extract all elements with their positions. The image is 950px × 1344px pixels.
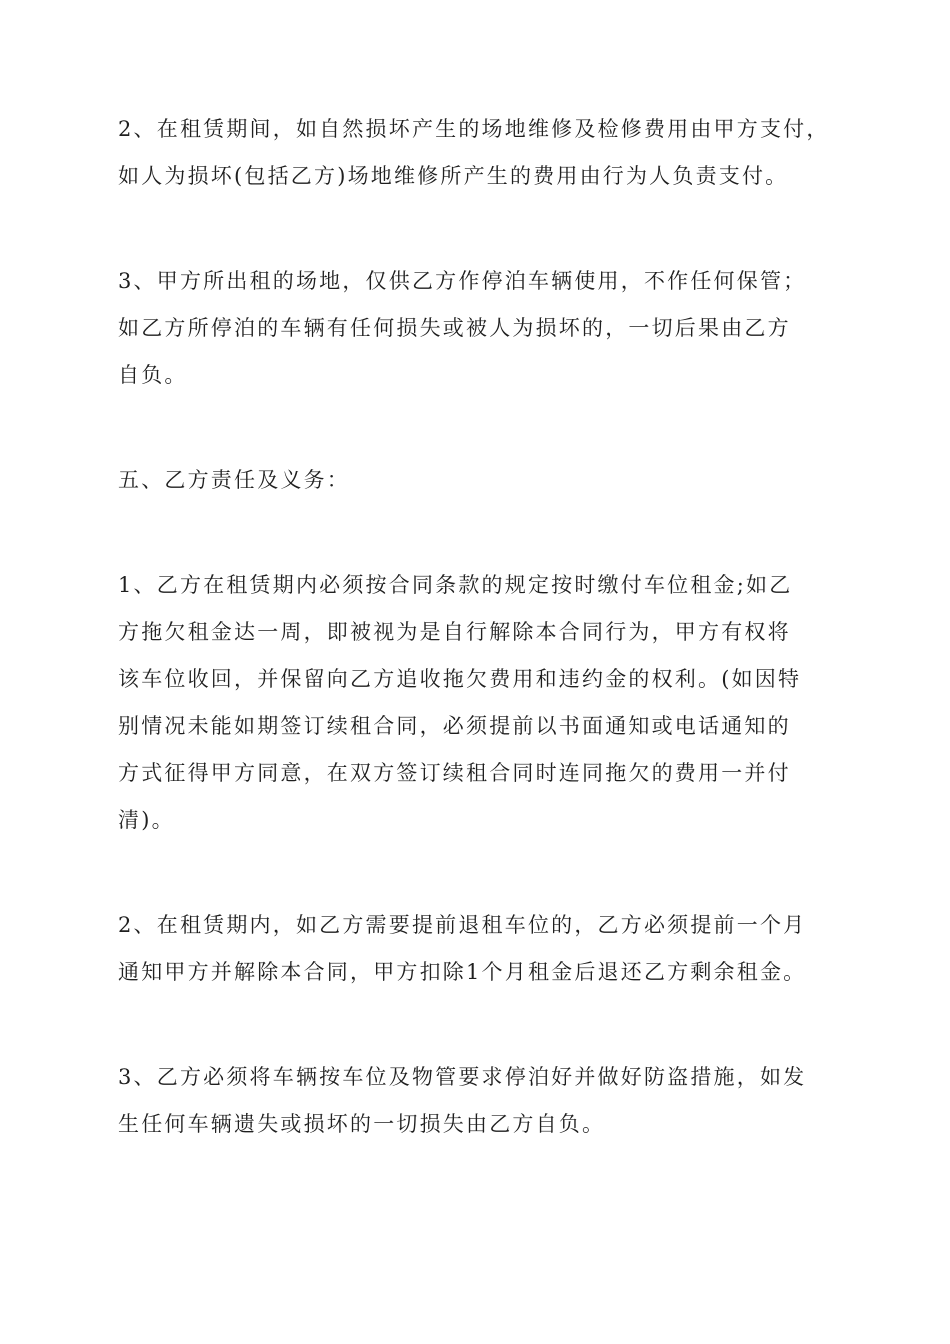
section-heading-5 xyxy=(118,457,838,504)
paragraph-clause-4-2 xyxy=(118,106,838,200)
paragraph-clause-5-2 xyxy=(118,902,838,996)
text-line: 该车位收回，并保留向乙方追收拖欠费用和违约金的权利。(如因特 xyxy=(118,667,802,691)
text-line: 通知甲方并解除本合同，甲方扣除1个月租金后退还乙方剩余租金。 xyxy=(118,960,807,984)
paragraph-spacer xyxy=(118,844,838,902)
text-line: 3、乙方必须将车辆按车位及物管要求停泊好并做好防盗措施，如发 xyxy=(118,1065,807,1089)
paragraph-spacer xyxy=(118,996,838,1054)
document-body xyxy=(118,106,838,1148)
text-line: 2、在租赁期间，如自然损坏产生的场地维修及检修费用由甲方支付， xyxy=(118,117,830,141)
text-line: 方拖欠租金达一周，即被视为是自行解除本合同行为，甲方有权将 xyxy=(118,620,791,644)
paragraph-clause-5-3 xyxy=(118,1054,838,1148)
text-line: 方式征得甲方同意，在双方签订续租合同时连同拖欠的费用一并付 xyxy=(118,761,791,785)
section-heading-text: 五、乙方责任及义务： xyxy=(118,468,350,492)
paragraph-clause-5-1 xyxy=(118,562,838,844)
text-line: 清)。 xyxy=(118,808,175,832)
text-line: 自负。 xyxy=(118,363,188,387)
text-line: 3、甲方所出租的场地，仅供乙方作停泊车辆使用，不作任何保管； xyxy=(118,269,807,293)
text-line: 别情况未能如期签订续租合同，必须提前以书面通知或电话通知的 xyxy=(118,714,791,738)
text-line: 2、在租赁期内，如乙方需要提前退租车位的，乙方必须提前一个月 xyxy=(118,913,807,937)
text-line: 如人为损坏(包括乙方)场地维修所产生的费用由行为人负责支付。 xyxy=(118,164,789,188)
paragraph-spacer xyxy=(118,399,838,457)
paragraph-clause-4-3 xyxy=(118,258,838,399)
text-line: 生任何车辆遗失或损坏的一切损失由乙方自负。 xyxy=(118,1112,606,1136)
text-line: 如乙方所停泊的车辆有任何损失或被人为损坏的，一切后果由乙方 xyxy=(118,316,791,340)
text-line: 1、乙方在租赁期内必须按合同条款的规定按时缴付车位租金;如乙 xyxy=(118,573,793,597)
paragraph-spacer xyxy=(118,200,838,258)
paragraph-spacer xyxy=(118,504,838,562)
